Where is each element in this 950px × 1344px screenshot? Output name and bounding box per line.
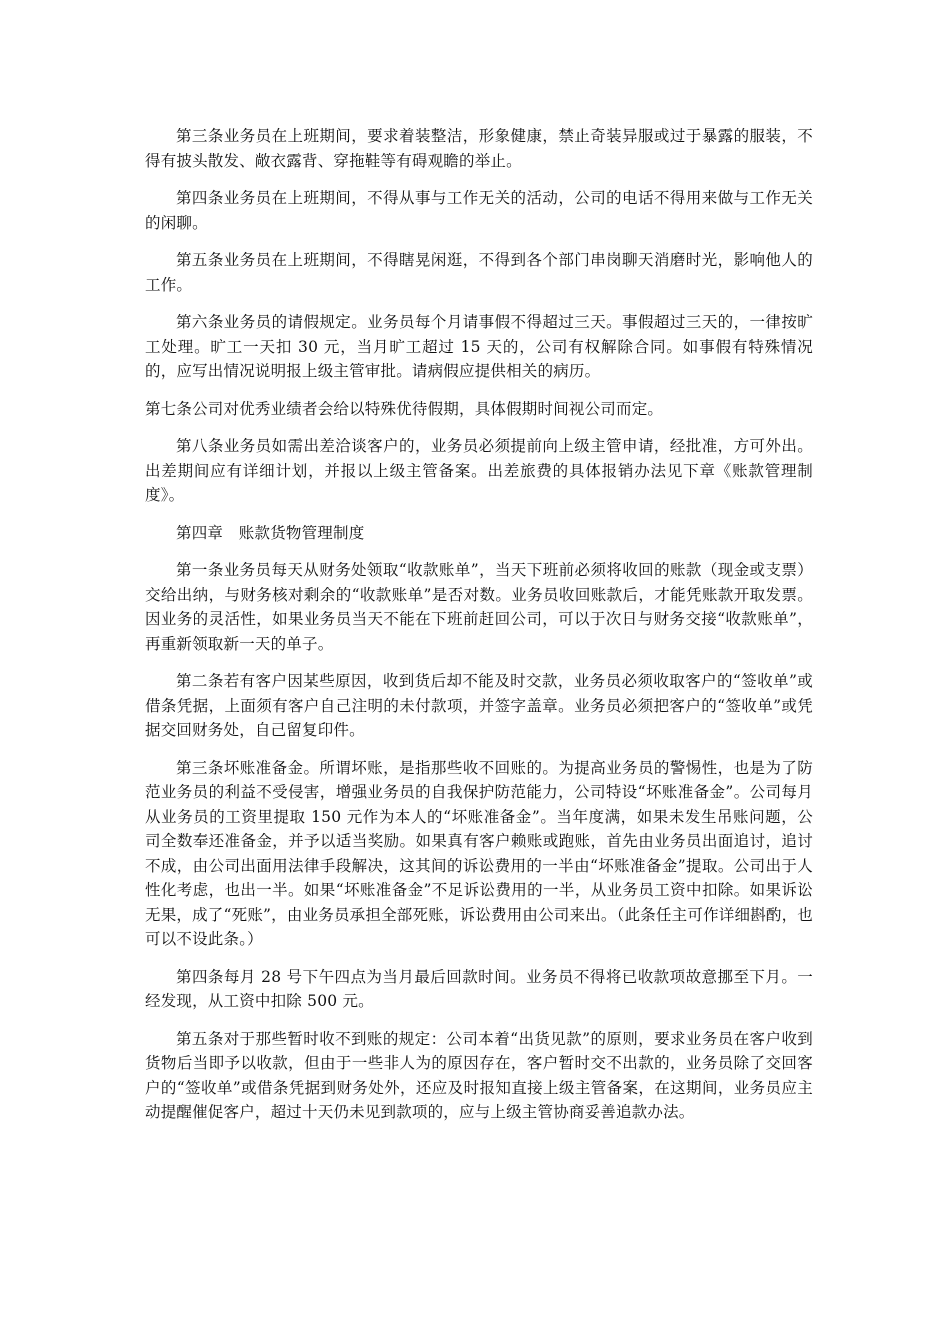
article-8-business-trip: 第八条业务员如需出差洽谈客户的，业务员必须提前向上级主管申请，经批准，方可外出。出差期间应有详细计划，并报以上级主管备案。出差旅费的具体报销办法见下章《账款管理制度》。 [145, 437, 813, 504]
chapter-4-article-1: 第一条业务员每天从财务处领取“收款账单”，当天下班前必须将收回的账款（现金或支票）交给出纳，与财务核对剩余的“收款账单”是否对数。业务员收回账款后，才能凭账款开取发票。因业务的灵活性，如果业务员当天不能在下班前赶回公司，可以于次日与财务交接“收款账单”，再重新领取新一天的单子。 [145, 561, 813, 653]
document-page [145, 124, 813, 1138]
article-4-work-activities: 第四条业务员在上班期间，不得从事与工作无关的活动，公司的电话不得用来做与工作无关的闲聊。 [145, 189, 813, 232]
article-3-dress-code: 第三条业务员在上班期间，要求着装整洁，形象健康，禁止奇装异服或过于暴露的服装，不得有披头散发、敞衣露背、穿拖鞋等有碍观瞻的举止。 [145, 127, 813, 170]
article-7-special-leave: 第七条公司对优秀业绩者会给以特殊优待假期，具体假期时间视公司而定。 [145, 399, 664, 418]
chapter-4-article-3: 第三条坏账准备金。所谓坏账，是指那些收不回账的。为提高业务员的警惕性，也是为了防范业务员的利益不受侵害，增强业务员的自我保护防范能力，公司特设“坏账准备金”。公司每月从业务员的工资里提取 150 元作为本人的“坏账准备金”。当年度满，如果未发生吊账问题，公司全数奉还准备金，并予以适当奖励。如果真有客户赖账或跑账，首先由业务员出面追讨，追讨不成，由公司出面用法律手段解决，这其间的诉讼费用的一半由“坏账准备金”提取。公司出于人性化考虑，也出一半。如果“坏账准备金”不足诉讼费用的一半，从业务员工资中扣除。如果诉讼无果，成了“死账”，由业务员承担全部死账，诉讼费用由公司来出。（此条任主可作详细斟酌，也可以不设此条。） [145, 758, 813, 948]
chapter-4-article-4: 第四条每月 28 号下午四点为当月最后回款时间。业务员不得将已收款项故意挪至下月。一经发现，从工资中扣除 500 元。 [145, 967, 813, 1010]
article-5-loitering: 第五条业务员在上班期间，不得瞎晃闲逛，不得到各个部门串岗聊天消磨时光，影响他人的工作。 [145, 251, 813, 294]
article-6-leave-rules: 第六条业务员的请假规定。业务员每个月请事假不得超过三天。事假超过三天的，一律按旷工处理。旷工一天扣 30 元，当月旷工超过 15 天的，公司有权解除合同。如事假有特殊情况的，应写出情况说明报上级主管审批。请病假应提供相关的病历。 [145, 313, 813, 380]
chapter-4-article-5: 第五条对于那些暂时收不到账的规定：公司本着“出货见款”的原则，要求业务员在客户收到货物后当即予以收款，但由于一些非人为的原因存在，客户暂时交不出款的，业务员除了交回客户的“签收单”或借条凭据到财务处外，还应及时报知直接上级主管备案，在这期间，业务员应主动提醒催促客户，超过十天仍未见到款项的，应与上级主管协商妥善追款办法。 [145, 1029, 813, 1121]
chapter-4-article-2: 第二条若有客户因某些原因，收到货后却不能及时交款，业务员必须收取客户的“签收单”或借条凭据，上面须有客户自己注明的未付款项，并签字盖章。业务员必须把客户的“签收单”或凭据交回财务处，自己留复印件。 [145, 672, 813, 739]
chapter-4-heading: 第四章 账款货物管理制度 [176, 523, 365, 542]
